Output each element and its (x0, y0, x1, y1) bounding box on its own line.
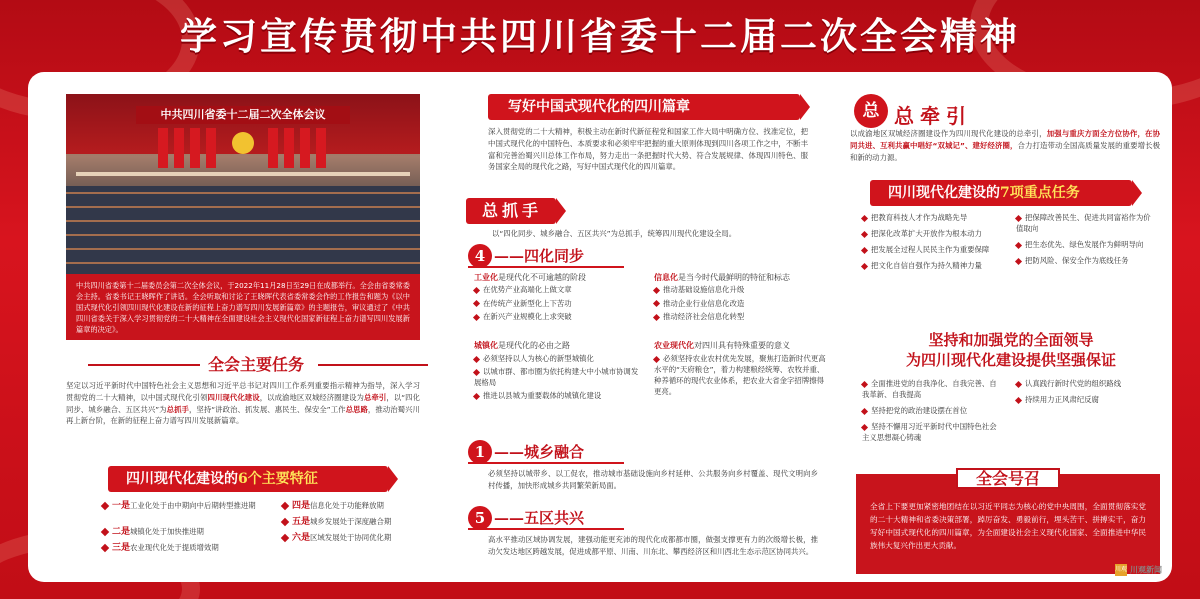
page-title: 学习宣传贯彻中共四川省委十二届二次全会精神 (180, 14, 1020, 58)
call-box (856, 469, 1160, 574)
list-item: 把保障改善民生、促进共同富裕作为价值取向 (1016, 213, 1151, 233)
bullet-icon (861, 380, 868, 387)
bullet-icon (473, 313, 480, 320)
list-item: 把文化自信自强作为持久精神力量 (862, 260, 1002, 271)
tasks7-left (862, 212, 1002, 271)
photo-banner: 中共四川省委十二届二次全体会议 (136, 106, 350, 124)
flag (316, 128, 326, 168)
list-item: 把生态优先、绿色发展作为鲜明导向 (1016, 239, 1156, 250)
column-right (850, 72, 1172, 582)
list-item: 推动经济社会信息化转型 (654, 310, 824, 324)
flag (206, 128, 216, 168)
bullet-icon (1015, 380, 1022, 387)
party-title-2: 为四川现代化建设提供坚强保证 (905, 351, 1116, 369)
bullet-icon (473, 392, 480, 399)
industry-block (474, 272, 642, 324)
call-title: 全会号召 (956, 468, 1060, 489)
urban-block (474, 340, 644, 401)
party-left (862, 378, 1002, 443)
audience-seats (66, 186, 420, 274)
list-item: 在优势产业高端化上做文章 (474, 283, 642, 297)
content-panel (28, 72, 1172, 582)
grip-ribbon: 总抓手 (466, 198, 556, 224)
bullet-icon (653, 286, 660, 293)
bullet-icon (861, 230, 868, 237)
column-left (58, 72, 446, 582)
column-middle (468, 72, 828, 582)
divider (88, 364, 200, 366)
flag (174, 128, 184, 168)
flag (268, 128, 278, 168)
list-item: 必须坚持以人为核心的新型城镇化 (474, 353, 644, 364)
bullet-icon (653, 313, 660, 320)
bullet-icon (861, 246, 868, 253)
four-sync-tag: 4 ——四化同步 (468, 244, 584, 268)
bullet-icon (281, 518, 289, 526)
info-head: 信息化是当今时代最鲜明的特征和标志 (654, 273, 790, 282)
feature-item: 四是信息化处于功能释放期 (282, 500, 442, 512)
tasks-title: 全会主要任务 (208, 355, 305, 374)
urban-rural-text: 必须坚持以城带乡、以工促农，推动城市基础设施向乡村延伸、公共服务向乡村覆盖、现代文明向乡村传播，加快形成城乡共同繁荣新局面。 (488, 469, 818, 490)
list-item: 推进以县城为重要载体的城镇化建设 (474, 390, 644, 401)
chapter-intro: 深入贯彻党的二十大精神，积极主动在新时代新征程党和国家工作大局中明确方位、找准定位，把中国式现代化的中国特色、本质要求和必须牢牢把握的重大原则体现到四川各项工作之中，不断丰富和完善治蜀兴川总体工作布局，努力走出一条把握时代大势、符合发展规律、体现四川特色、服务国家全局的现代化之路，写好中国式现代化的四川篇章。 (488, 127, 808, 172)
grip-text: 以“四化同步、城乡融合、五区共兴”为总抓手，统筹四川现代化建设全局。 (492, 229, 737, 238)
call-text: 全省上下要更加紧密地团结在以习近平同志为核心的党中央周围，全面贯彻落实党的二十大精神和省委决策部署，踔厉奋发、勇毅前行，埋头苦干、拼搏实干，奋力写好中国式现代化的四川篇章，为全面建设社会主义现代化国家、全面推进中华民族伟大复兴作出更大贡献。 (870, 502, 1146, 550)
bullet-icon (861, 423, 868, 430)
lead-char: 总 (854, 94, 888, 128)
list-item: 必须坚持农业农村优先发展，聚焦打造新时代更高水平的“天府粮仓”，着力构建粮经统筹、农牧并重、种养循环的现代农业体系，把农业大省金字招牌擦得更亮。 (654, 354, 826, 396)
list-item: 认真践行新时代党的组织路线 (1016, 378, 1156, 389)
flag (284, 128, 294, 168)
party-title-1: 坚持和加强党的全面领导 (928, 331, 1094, 349)
agri-block (654, 340, 826, 397)
list-item: 把教育科技人才作为战略先导 (862, 212, 1002, 223)
five-zones-text: 高水平推动区域协调发展，建强动能更充沛的现代化成都都市圈，做强支撑更有力的次级增长极，推动欠发达地区跨越发展，促进成都平原、川南、川东北、攀西经济区和川西北生态示范区协同共兴。 (488, 535, 818, 556)
source-logo: 川观 川观新闻 (1115, 565, 1162, 575)
list-item: 以城市群、都市圈为依托构建大中小城市协调发展格局 (474, 367, 639, 387)
bullet-icon (281, 534, 289, 542)
tasks7-ribbon: 四川现代化建设的7项重点任务 (870, 180, 1132, 206)
list-item: 把发展全过程人民民主作为重要保障 (862, 244, 1002, 255)
list-item: 在新兴产业规模化上求突破 (474, 310, 642, 324)
plenary-photo (66, 94, 420, 274)
list-item: 坚持把党的政治建设摆在首位 (862, 405, 1002, 416)
industry-head: 工业化是现代化不可逾越的阶段 (474, 273, 586, 282)
bullet-icon (1015, 257, 1022, 264)
bullet-icon (861, 262, 868, 269)
feature-item: 六是区域发展处于协同优化期 (282, 532, 442, 544)
bullet-icon (101, 544, 109, 552)
list-item: 推动企业行业信息化改造 (654, 297, 824, 311)
bullet-icon (653, 355, 660, 362)
bullet-icon (653, 300, 660, 307)
bullet-icon (473, 286, 480, 293)
tasks7-right (1016, 212, 1156, 266)
bullet-icon (473, 300, 480, 307)
lead-title-text: 总牵引 (894, 104, 972, 128)
info-block (654, 272, 824, 324)
chapter-ribbon: 写好中国式现代化的四川篇章 (488, 94, 800, 120)
bullet-icon (473, 368, 480, 375)
feature-item: 五是城乡发展处于深度融合期 (282, 516, 442, 528)
bullet-icon (1015, 241, 1022, 248)
list-item: 推动基础设施信息化升级 (654, 283, 824, 297)
flag (300, 128, 310, 168)
bullet-icon (861, 214, 868, 221)
divider (318, 364, 428, 366)
flag (190, 128, 200, 168)
list-item: 在传统产业新型化上下苦功 (474, 297, 642, 311)
urban-head: 城镇化是现代化的必由之路 (474, 341, 570, 350)
bullet-icon (101, 502, 109, 510)
rostrum (76, 172, 410, 176)
photo-caption: 中共四川省委第十二届委员会第二次全体会议，于2022年11月28日至29日在成都举行。全会由省委常委会主持。省委书记王晓晖作了讲话。全会听取和讨论了王晓晖代表省委常委会作的工作报告和题为《以中国式现代化引领四川现代化建设在新的征程上奋力谱写四川发展新篇章》的主题报告，审议通过了《中共四川省委关于深入学习贯彻党的二十大精神在全面建设社会主义现代化国家新征程上奋力谱写四川发展新篇章的决定》。 (66, 274, 420, 340)
agri-head: 农业现代化对四川具有特殊重要的意义 (654, 341, 790, 350)
bullet-icon (1015, 396, 1022, 403)
tasks-text: 坚定以习近平新时代中国特色社会主义思想和习近平总书记对四川工作系列重要指示精神为指导，深入学习贯彻党的二十大精神，以中国式现代化引领四川现代化建设，以成渝地区双城经济圈建设为总牵引，以“四化同步、城乡融合、五区共兴”为总抓手，坚持“讲政治、抓发展、惠民生、保安全”工作总思路，推动治蜀兴川再上新台阶，在新的征程上奋力谱写四川发展新篇章。 (66, 381, 420, 426)
lead-text: 以成渝地区双城经济圈建设作为四川现代化建设的总牵引，加强与重庆方面全方位协作，在协同共进、互利共赢中唱好“双城记”、建好经济圈，合力打造带动全国高质量发展的重要增长极和新的动力源。 (850, 129, 1160, 162)
flag (158, 128, 168, 168)
feature-item: 三是农业现代化处于提质增效期 (102, 542, 262, 554)
feature-item: 一是工业化处于由中期向中后期转型推进期 (102, 500, 262, 512)
bullet-icon (861, 407, 868, 414)
feature-item: 二是城镇化处于加快推进期 (102, 526, 262, 538)
list-item: 全面推进党的自我净化、自我完善、自我革新、自我提高 (862, 379, 997, 399)
list-item: 把深化改革扩大开放作为根本动力 (862, 228, 1002, 239)
five-zones-tag: 5 ——五区共兴 (468, 506, 584, 530)
features-ribbon: 四川现代化建设的6个主要特征 (108, 466, 388, 492)
list-item: 持续用力正风肃纪反腐 (1016, 394, 1156, 405)
urban-rural-tag: 1 ——城乡融合 (468, 440, 584, 464)
bullet-icon (473, 355, 480, 362)
lead-title (854, 94, 888, 128)
list-item: 把防风险、保安全作为底线任务 (1016, 255, 1156, 266)
chuanguan-logo-icon: 川观 (1115, 564, 1127, 576)
party-emblem-icon (232, 132, 254, 154)
bullet-icon (101, 528, 109, 536)
list-item: 坚持不懈用习近平新时代中国特色社会主义思想凝心铸魂 (862, 422, 997, 442)
bullet-icon (281, 502, 289, 510)
party-right (1016, 378, 1156, 405)
bullet-icon (1015, 214, 1022, 221)
